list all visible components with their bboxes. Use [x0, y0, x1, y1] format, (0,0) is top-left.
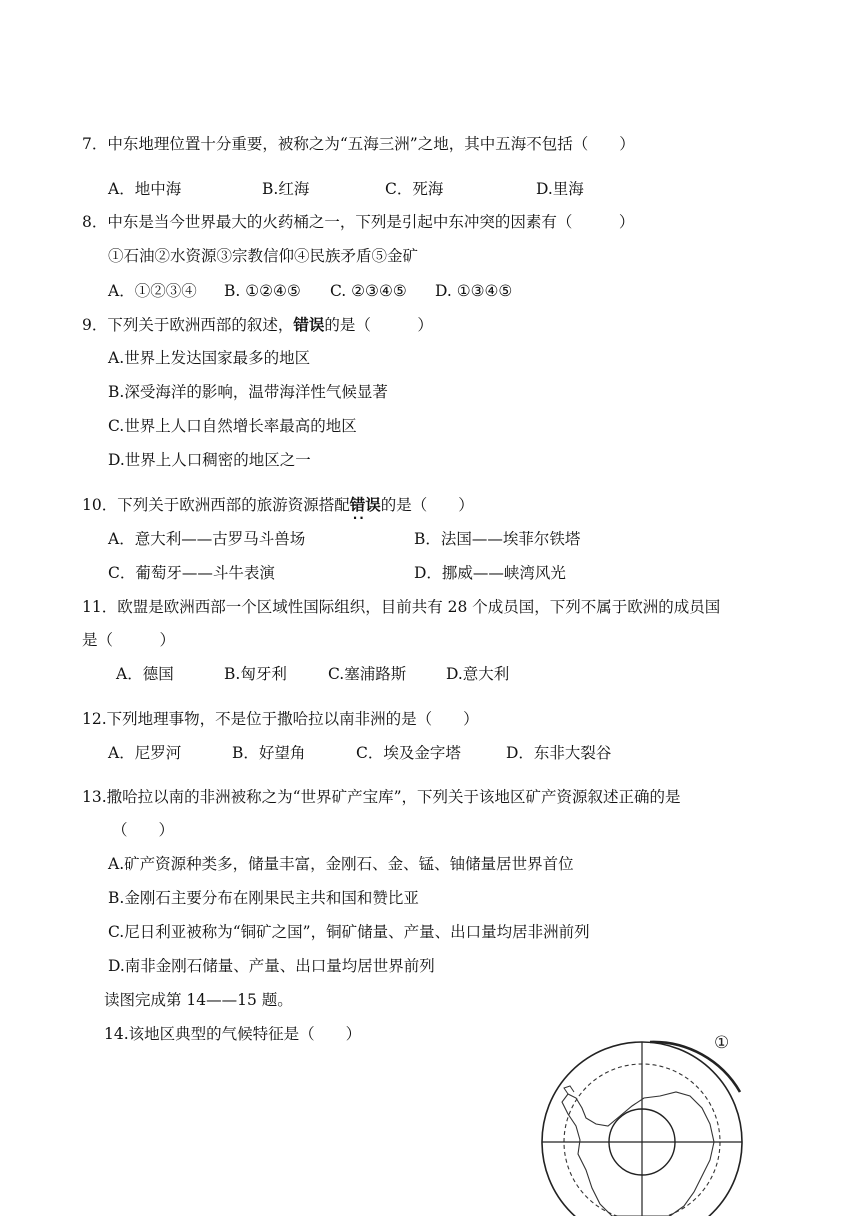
- q9-option-d: D.世界上人口稠密的地区之一: [108, 451, 311, 469]
- q13-option-b: B.金刚石主要分布在刚果民主共和国和赞比亚: [108, 889, 419, 907]
- q10-stem-before: 10．下列关于欧洲西部的旅游资源搭配: [82, 496, 350, 514]
- q7-option-b: B.红海: [262, 180, 310, 198]
- figure-instruction: 读图完成第 14——15 题。: [104, 991, 293, 1009]
- q12-option-b: B．好望角: [232, 744, 306, 762]
- q7-stem: 7．中东地理位置十分重要，被称之为“五海三洲”之地，其中五海不包括（ ）: [82, 135, 635, 153]
- q8-stem: 8．中东是当今世界最大的火药桶之一，下列是引起中东冲突的因素有（ ）: [82, 213, 635, 231]
- q13-option-c: C.尼日利亚被称为“铜矿之国”，铜矿储量、产量、出口量均居非洲前列: [108, 923, 590, 941]
- q7-option-c: C．死海: [385, 180, 444, 198]
- q9-stem: [82, 315, 433, 335]
- q9-option-b: B.深受海洋的影响，温带海洋性气候显著: [108, 383, 388, 401]
- q13-option-d: D.南非金刚石储量、产量、出口量均居世界前列: [108, 957, 435, 975]
- q13-stem-line2: （ ）: [112, 821, 175, 839]
- q11-option-c: C.塞浦路斯: [328, 665, 407, 683]
- q10-option-b: B．法国——埃菲尔铁塔: [414, 530, 581, 548]
- q9-stem-before: 9．下列关于欧洲西部的叙述，: [82, 316, 294, 334]
- q9-stem-emphasis: 错误: [293, 316, 325, 334]
- q8-factors: ①石油②水资源③宗教信仰④民族矛盾⑤金矿: [108, 247, 419, 265]
- q7-option-a: A．地中海: [108, 180, 182, 198]
- q12-stem: 12.下列地理事物，不是位于撒哈拉以南非洲的是（ ）: [82, 710, 479, 728]
- q12-option-d: D．东非大裂谷: [506, 744, 612, 762]
- q9-stem-after: 的是（ ）: [324, 316, 433, 334]
- q10-option-c: C．葡萄牙——斗牛表演: [108, 564, 275, 582]
- q10-stem: [82, 495, 474, 515]
- q11-option-d: D.意大利: [446, 665, 510, 683]
- q13-stem-line1: 13.撒哈拉以南的非洲被称之为“世界矿产宝库”，下列关于该地区矿产资源叙述正确的是: [82, 788, 681, 806]
- antarctica-map: [538, 1026, 754, 1216]
- q7-option-d: D.里海: [536, 180, 584, 198]
- q8-option-c: C. ②③④⑤: [330, 282, 407, 300]
- q9-option-c: C.世界上人口自然增长率最高的地区: [108, 417, 357, 435]
- q8-option-d: D. ①③④⑤: [435, 282, 513, 300]
- q13-option-a: A.矿产资源种类多，储量丰富，金刚石、金、锰、铀储量居世界首位: [108, 855, 574, 873]
- q8-option-b: B. ①②④⑤: [224, 282, 301, 300]
- q11-stem-line2: 是（ ）: [82, 631, 176, 649]
- q11-option-a: A．德国: [116, 665, 174, 683]
- q11-stem-line1: 11．欧盟是欧洲西部一个区域性国际组织，目前共有 28 个成员国，下列不属于欧洲的成员国: [82, 598, 721, 616]
- q12-option-c: C．埃及金字塔: [356, 744, 461, 762]
- q10-stem-after: 的是（ ）: [380, 496, 474, 514]
- marker-label: ①: [714, 1033, 730, 1053]
- peninsula-outline: [564, 1086, 574, 1094]
- q10-option-d: D．挪威——峡湾风光: [414, 564, 566, 582]
- q11-option-b: B.匈牙利: [224, 665, 287, 683]
- q9-option-a: A.世界上发达国家最多的地区: [108, 349, 311, 367]
- q8-option-a: A．①②③④: [108, 282, 197, 300]
- q12-option-a: A．尼罗河: [108, 744, 182, 762]
- q10-stem-emphasis: 错误 ··: [350, 496, 381, 514]
- continent-outline: [562, 1092, 714, 1216]
- q10-option-a: A．意大利——古罗马斗兽场: [108, 530, 306, 548]
- q14-stem: 14.该地区典型的气候特征是（ ）: [104, 1025, 362, 1043]
